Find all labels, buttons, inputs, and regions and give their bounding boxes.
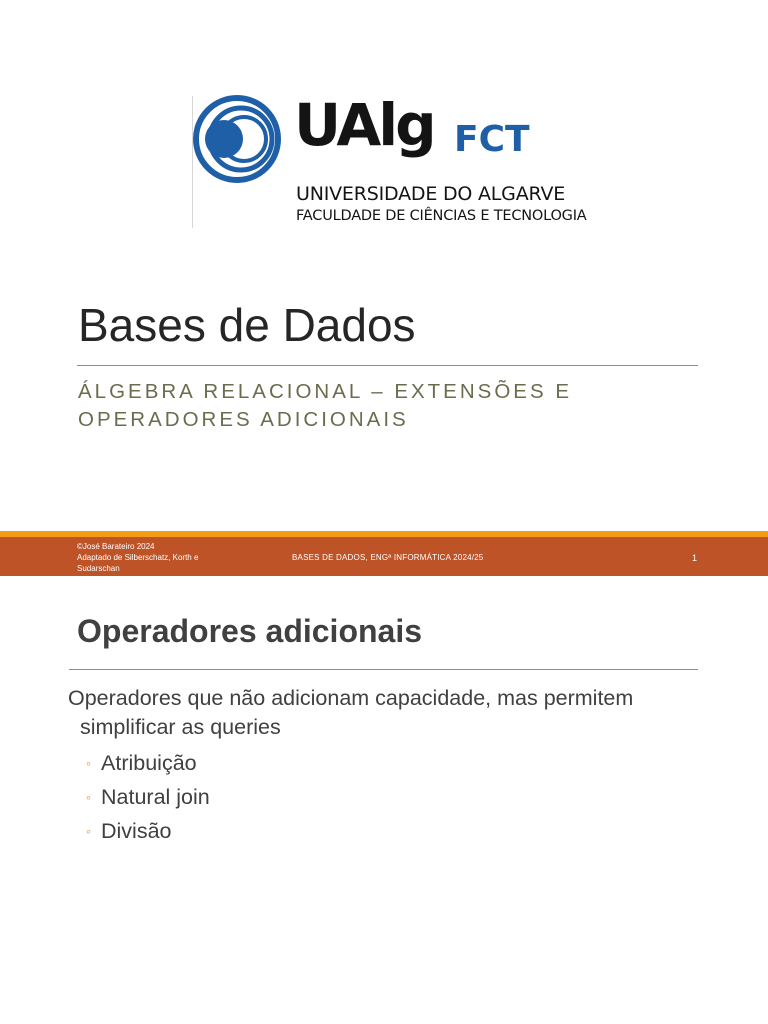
ualg-fct-logo xyxy=(190,92,610,230)
circle-bullet-icon: ◦ xyxy=(86,823,91,839)
slide-footer xyxy=(0,537,768,576)
subtitle-line: OPERADORES ADICIONAIS xyxy=(78,408,409,431)
intro-text-line: Operadores que não adicionam capacidade, mas permitem xyxy=(68,686,634,710)
heading-divider xyxy=(69,669,698,670)
footer-page-number: 1 xyxy=(692,553,698,563)
logo-faculty-text: FACULDADE DE CIÊNCIAS E TECNOLOGIA xyxy=(296,208,587,224)
logo-university-text: UNIVERSIDADE DO ALGARVE xyxy=(296,183,566,205)
list-item-label: Natural join xyxy=(101,784,210,809)
subtitle-line: ÁLGEBRA RELACIONAL – EXTENSÕES E xyxy=(78,380,572,403)
circle-bullet-icon: ◦ xyxy=(86,755,91,771)
slide-body xyxy=(68,684,708,848)
title-divider xyxy=(77,365,698,366)
intro-text-line: simplificar as queries xyxy=(80,715,281,739)
bullet-list xyxy=(68,746,708,848)
list-item xyxy=(68,746,708,780)
footer-course: BASES DE DADOS, ENGª INFORMÁTICA 2024/25 xyxy=(292,553,484,562)
list-item xyxy=(68,814,708,848)
circle-bullet-icon: ◦ xyxy=(86,789,91,805)
logo-brand-text: UAlg xyxy=(294,91,434,159)
list-item-label: Atribuição xyxy=(101,750,197,775)
footer-credit-line: ©José Barateiro 2024 xyxy=(77,542,155,551)
slide-heading: Operadores adicionais xyxy=(77,613,423,649)
footer-credit-line: Sudarschan xyxy=(77,564,120,573)
list-item xyxy=(68,780,708,814)
footer-credit-line: Adaptado de Silberschatz, Korth e xyxy=(77,553,199,562)
slide-operadores xyxy=(0,576,768,1024)
logo-unit-text: FCT xyxy=(454,119,530,160)
slide-subtitle xyxy=(78,378,698,434)
ualg-emblem-icon xyxy=(192,94,282,184)
list-item-label: Divisão xyxy=(101,818,172,843)
footer-credits xyxy=(77,541,247,574)
slide-title-heading: Bases de Dados xyxy=(78,299,416,351)
